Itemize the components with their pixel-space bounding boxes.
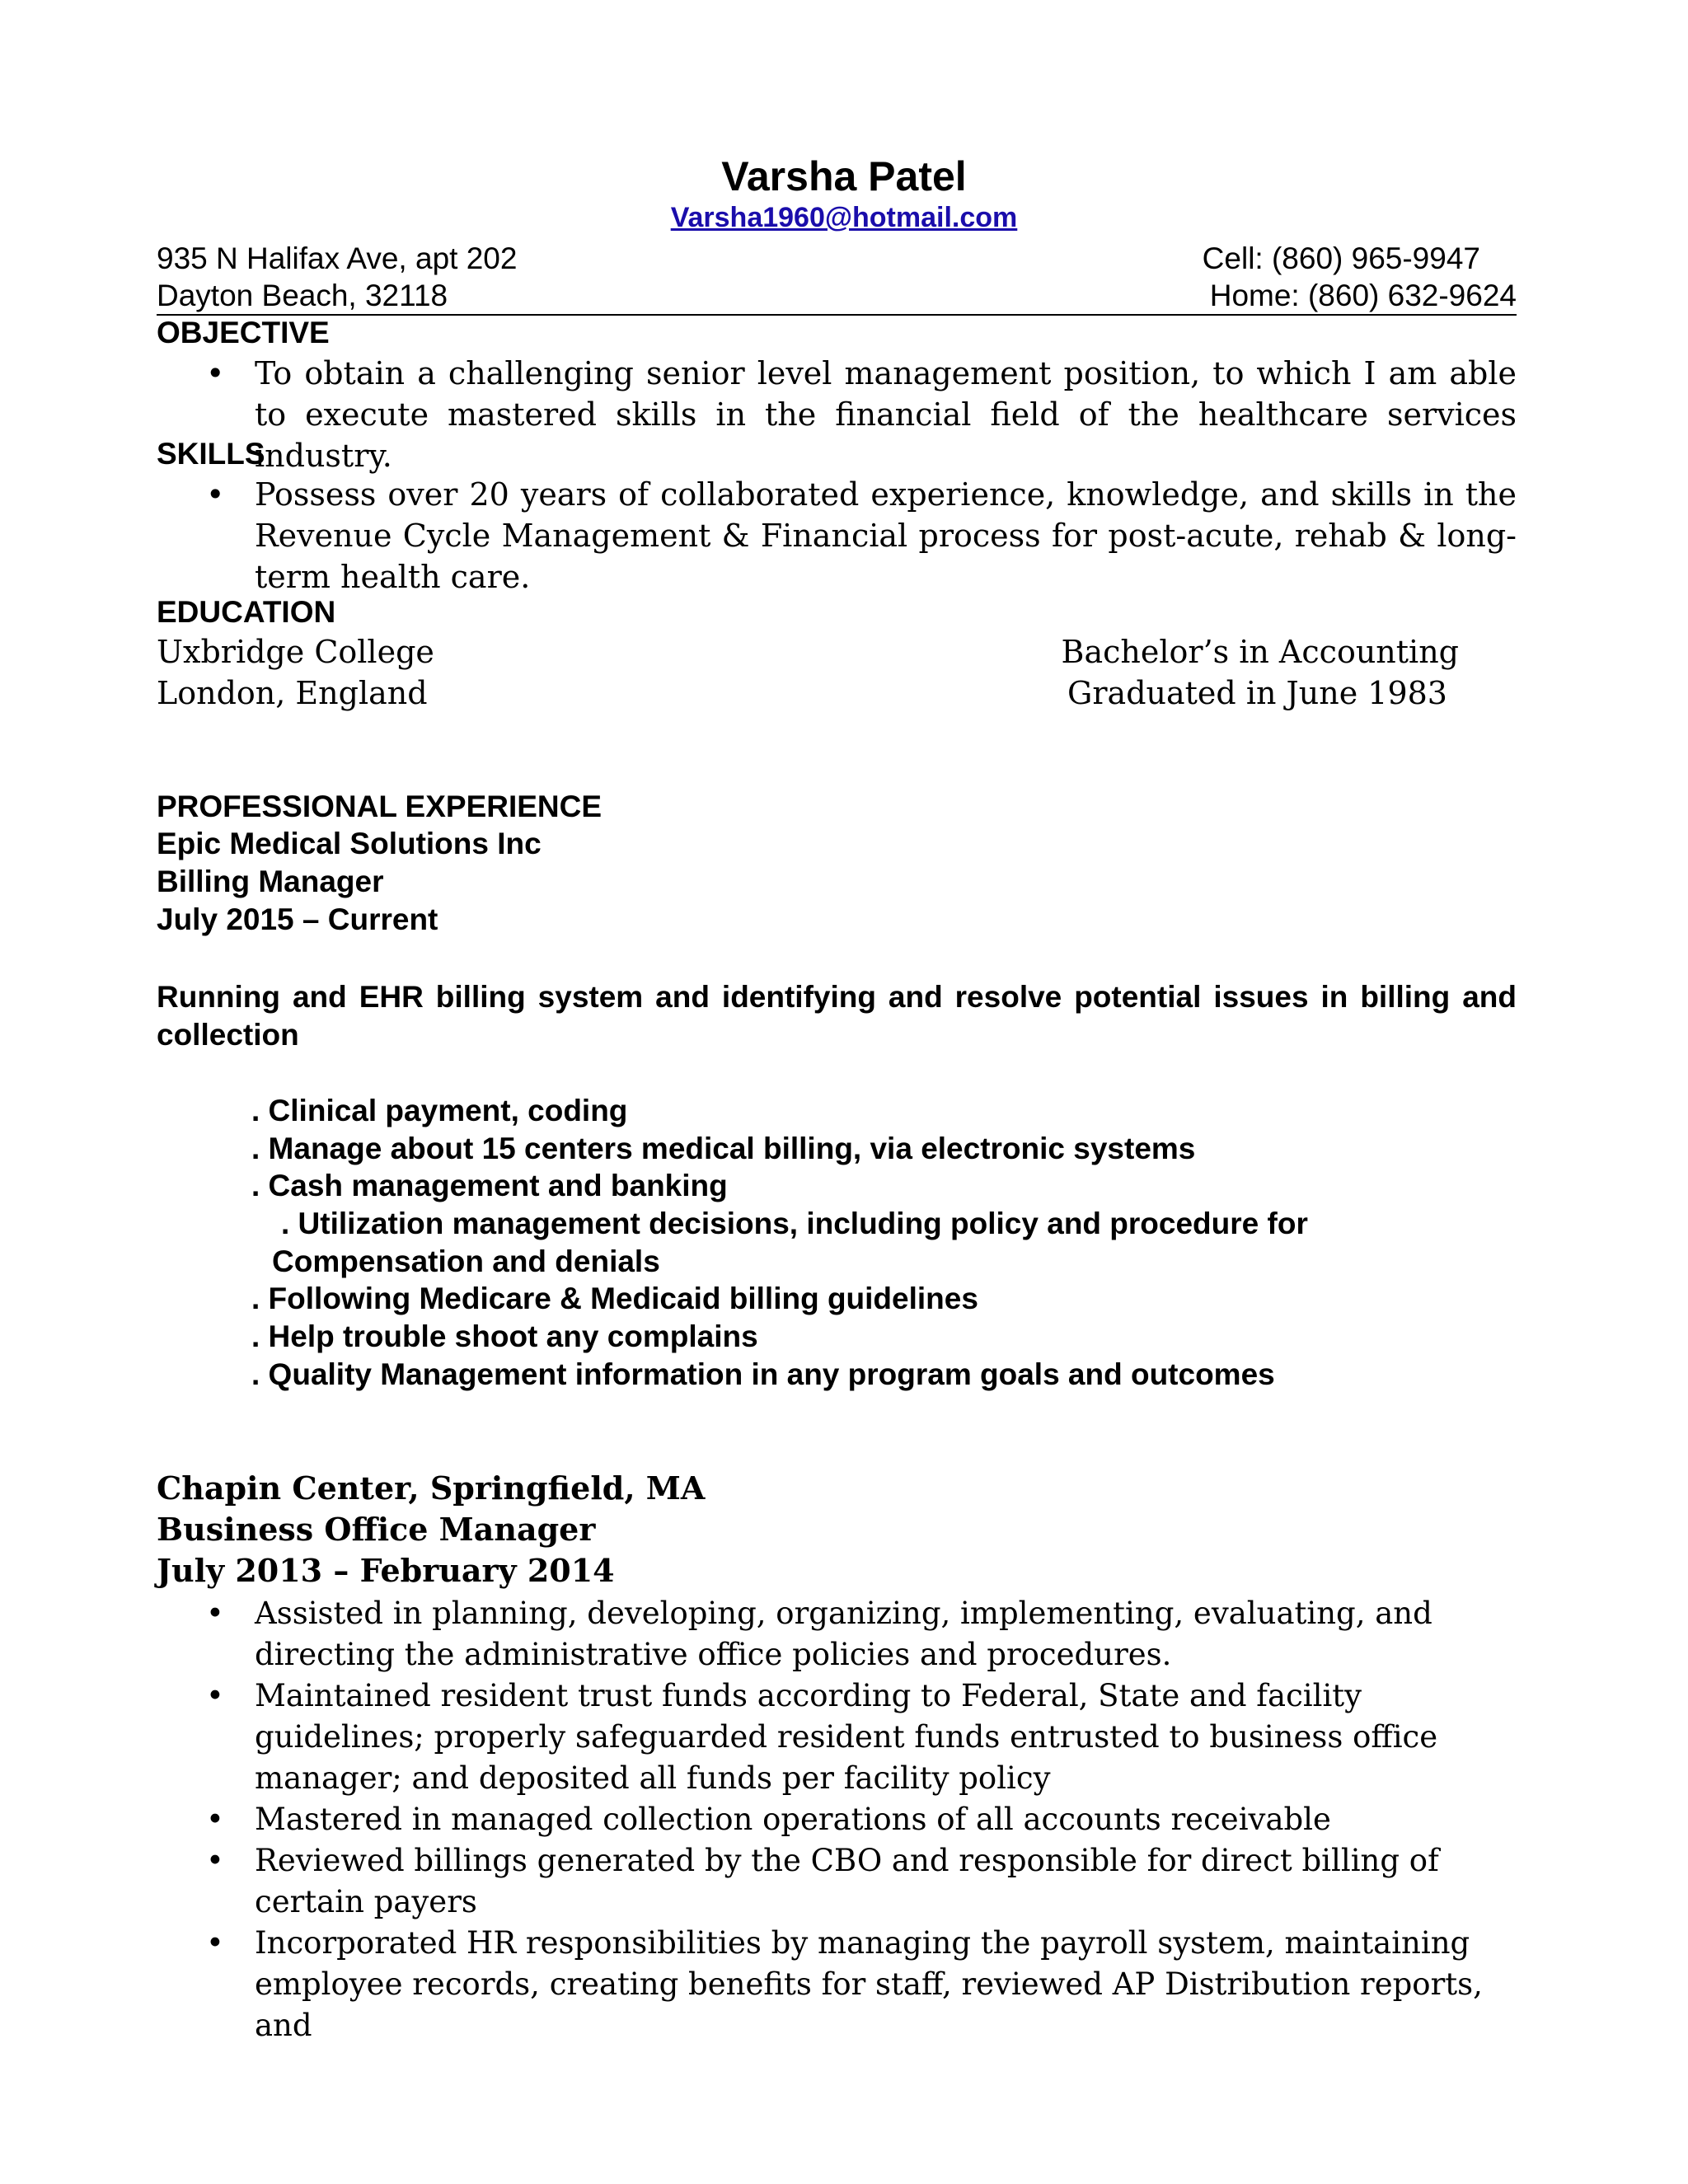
bullet-icon: • <box>206 1678 224 1713</box>
job1-item: . Utilization management decisions, including policy and procedure for <box>281 1207 1308 1240</box>
job2-title: Business Office Manager <box>157 1511 596 1548</box>
bullet-icon: • <box>206 1802 224 1837</box>
objective-heading: OBJECTIVE <box>157 316 330 349</box>
job2-company: Chapin Center, Springfield, MA <box>157 1469 706 1507</box>
objective-item: • To obtain a challenging senior level management position, to which I am able to execute mastered skills in the financial field of the healthcare services industry. <box>157 353 1517 476</box>
list-item: • Reviewed billings generated by the CBO and responsible for direct billing of certain payers <box>157 1840 1517 1923</box>
bullet-icon: • <box>206 1596 224 1631</box>
job1-company: Epic Medical Solutions Inc <box>157 827 542 860</box>
list-item: • Assisted in planning, developing, organizing, implementing, evaluating, and directing the administrative office policies and procedures. <box>157 1593 1517 1675</box>
job1-dates: July 2015 – Current <box>157 902 438 936</box>
bullet-icon: • <box>206 476 225 513</box>
address-line-2: Dayton Beach, 32118 <box>157 279 448 312</box>
cell-phone: Cell: (860) 965-9947 <box>1202 241 1480 275</box>
bullet-icon: • <box>206 1925 224 1961</box>
experience-heading: PROFESSIONAL EXPERIENCE <box>157 790 603 823</box>
bullet-icon: • <box>206 1843 224 1878</box>
skills-item: • Possess over 20 years of collaborated experience, knowledge, and skills in the Revenue Cycle Management & Financial process for post-acute, rehab & long-term health care. <box>157 474 1517 598</box>
school-name: Uxbridge College <box>157 634 434 670</box>
address-line-1: 935 N Halifax Ave, apt 202 <box>157 241 518 275</box>
skills-list <box>157 474 1517 598</box>
list-item: • Mastered in managed collection operations of all accounts receivable <box>157 1799 1517 1840</box>
job1-item: . Quality Management information in any program goals and outcomes <box>251 1357 1275 1391</box>
education-heading: EDUCATION <box>157 595 336 629</box>
candidate-name: Varsha Patel <box>721 153 967 199</box>
list-item: • Maintained resident trust funds according to Federal, State and facility guidelines; properly safeguarded resident funds entrusted to business office manager; and deposited all funds per facility policy <box>157 1675 1517 1799</box>
job1-item: . Cash management and banking <box>251 1169 728 1202</box>
job1-item: . Clinical payment, coding <box>251 1094 628 1127</box>
job1-summary: Running and EHR billing system and identifying and resolve potential issues in billing and collection <box>157 980 1517 1052</box>
job1-title: Billing Manager <box>157 865 384 898</box>
degree: Bachelor’s in Accounting <box>1061 634 1459 670</box>
school-location: London, England <box>157 675 428 711</box>
job2-dates: July 2013 – February 2014 <box>157 1552 615 1589</box>
bullet-icon: • <box>206 355 225 391</box>
home-phone: Home: (860) 632-9624 <box>1209 279 1517 312</box>
graduation-date: Graduated in June 1983 <box>1067 675 1447 711</box>
list-item: • Incorporated HR responsibilities by managing the payroll system, maintaining employee records, creating benefits for staff, reviewed AP Distribution reports, and <box>157 1923 1517 2046</box>
job1-item: . Manage about 15 centers medical billing, via electronic systems <box>251 1132 1196 1165</box>
job1-item: . Help trouble shoot any complains <box>251 1319 758 1353</box>
email-link[interactable]: Varsha1960@hotmail.com <box>670 202 1018 233</box>
job2-duties-list <box>157 1593 1517 2046</box>
skills-heading: SKILLS <box>157 437 265 471</box>
objective-list <box>157 353 1517 476</box>
job1-item-continued: Compensation and denials <box>272 1244 660 1278</box>
job1-item: . Following Medicare & Medicaid billing guidelines <box>251 1282 978 1315</box>
header-divider <box>157 314 1517 316</box>
